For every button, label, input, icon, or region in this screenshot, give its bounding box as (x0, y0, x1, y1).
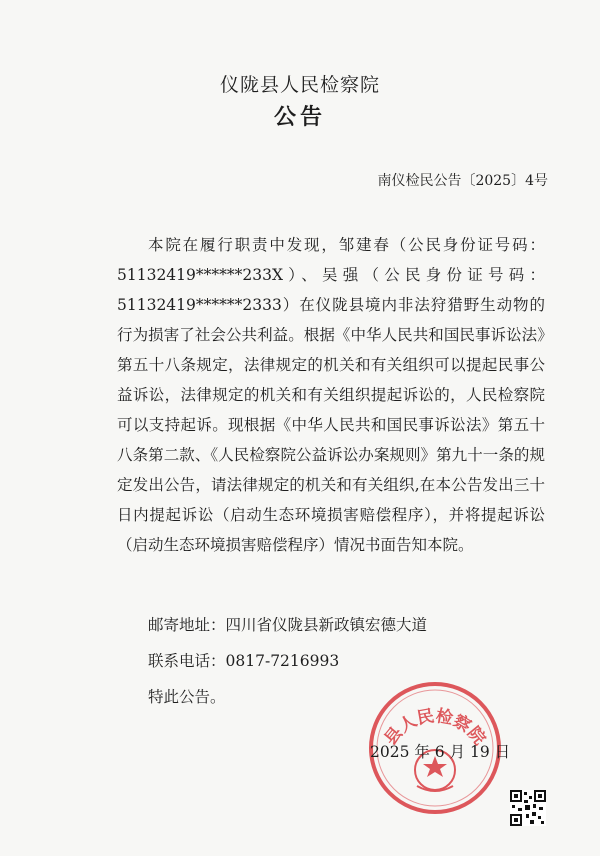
notice-body (117, 230, 545, 560)
phone-label: 联系电话： (148, 652, 226, 670)
organization-name: 仪陇县人民检察院 (219, 74, 380, 96)
address-line (148, 610, 427, 640)
address-label: 邮寄地址： (148, 616, 226, 634)
seal-text: 县人民检察院 (380, 706, 490, 750)
signature-date: 2025 年 6 月 19 日 (370, 743, 511, 761)
address-value: 四川省仪陇县新政镇宏德大道 (225, 616, 428, 634)
phone-value: 0817-7216993 (225, 652, 340, 670)
qr-code-icon (510, 790, 546, 826)
body-paragraph: 本院在履行职责中发现，邹建春（公民身份证号码：51132419******233X）、吴强（公民身份证号码：51132419******2333）在仪陇县境内非法狩猎野生动物的行为损害了社会公共利益。根据《中华人民共和国民事诉讼法》第五十八条规定，法律规定的机关和有关组织可以提起民事公益诉讼，法律规定的机关和有关组织提起诉讼的，人民检察院可以支持起诉。现根据《中华人民共和国民事诉讼法》第五十八条第二款、《人民检察院公益诉讼办案规则》第九十一条的规定发出公告，请法律规定的机关和有关组织,在本公告发出三十日内提起诉讼（启动生态环境损害赔偿程序），并将提起诉讼（启动生态环境损害赔偿程序）情况书面告知本院。 (117, 236, 545, 554)
document-number: 南仪检民公告〔2025〕4号 (377, 173, 548, 189)
phone-line (148, 646, 339, 676)
closing-line: 特此公告。 (148, 688, 226, 706)
document-title: 公告 (273, 104, 326, 130)
